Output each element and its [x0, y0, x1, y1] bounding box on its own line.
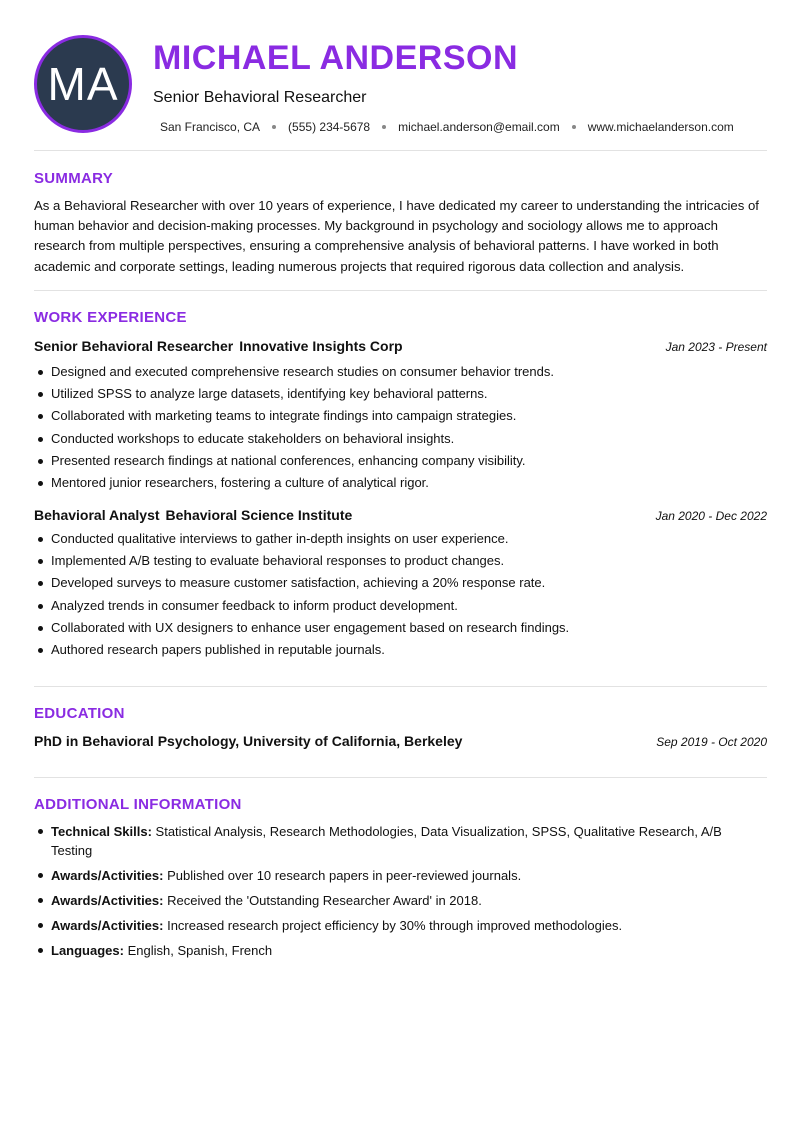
bullet-separator [382, 125, 386, 129]
summary-heading: SUMMARY [34, 170, 114, 187]
job-header [34, 507, 767, 523]
info-label: Technical Skills: [51, 824, 152, 839]
list-item: Utilized SPSS to analyze large datasets, identifying key behavioral patterns. [34, 383, 767, 405]
list-item: Conducted workshops to educate stakeholders on behavioral insights. [34, 428, 767, 450]
list-item [34, 916, 754, 935]
job-title-line [34, 338, 403, 354]
contact-location: San Francisco, CA [160, 120, 261, 134]
additional-info-heading: ADDITIONAL INFORMATION [34, 796, 242, 813]
info-text: Published over 10 research papers in peer-reviewed journals. [167, 868, 522, 883]
section-divider [34, 150, 767, 151]
list-item: Designed and executed comprehensive research studies on consumer behavior trends. [34, 361, 767, 383]
contact-website[interactable]: www.michaelanderson.com [587, 120, 734, 134]
contact-line [160, 120, 734, 134]
info-text: English, Spanish, French [127, 943, 273, 958]
job-title: Behavioral Analyst [34, 507, 160, 523]
info-text: Increased research project efficiency by 30% through improved methodologies. [167, 918, 623, 933]
section-divider [34, 777, 767, 778]
work-experience-heading: WORK EXPERIENCE [34, 309, 187, 326]
list-item [34, 822, 754, 860]
contact-email[interactable]: michael.anderson@email.com [398, 120, 560, 134]
info-label: Awards/Activities: [51, 868, 164, 883]
job-bullets [34, 528, 767, 661]
job-company: Behavioral Science Institute [165, 507, 353, 523]
section-divider [34, 290, 767, 291]
education-degree: PhD in Behavioral Psychology, University of California, Berkeley [34, 733, 463, 749]
list-item: Mentored junior researchers, fostering a culture of analytical rigor. [34, 472, 767, 494]
info-label: Awards/Activities: [51, 893, 164, 908]
job-title-line [34, 507, 352, 523]
job-bullets [34, 361, 767, 494]
avatar-initials: MA [47, 58, 119, 110]
list-item: Collaborated with marketing teams to integrate findings into campaign strategies. [34, 405, 767, 427]
list-item [34, 866, 754, 885]
additional-info-list [34, 822, 754, 966]
list-item [34, 941, 754, 960]
job-dates: Jan 2023 - Present [665, 340, 767, 354]
list-item: Implemented A/B testing to evaluate behavioral responses to product changes. [34, 550, 767, 572]
info-label: Awards/Activities: [51, 918, 164, 933]
section-divider [34, 686, 767, 687]
candidate-title: Senior Behavioral Researcher [153, 89, 367, 106]
info-text: Received the 'Outstanding Researcher Award' in 2018. [167, 893, 482, 908]
summary-text: As a Behavioral Researcher with over 10 years of experience, I have dedicated my career to understanding the intricacies of human behavior and decision-making processes. My background in psychology and sociology allows me to approach research from multiple perspectives, ensuring a comprehensive analysis of behavioral patterns. I have worked in both academic and corporate settings, leading numerous projects that required rigorous data collection and analysis. [34, 198, 759, 274]
list-item: Authored research papers published in reputable journals. [34, 639, 767, 661]
job-title: Senior Behavioral Researcher [34, 338, 234, 354]
education-dates: Sep 2019 - Oct 2020 [656, 735, 767, 749]
job-dates: Jan 2020 - Dec 2022 [655, 509, 767, 523]
avatar [34, 35, 132, 133]
info-text: Statistical Analysis, Research Methodologies, Data Visualization, SPSS, Qualitative Research, A/B Testing [51, 824, 722, 858]
list-item: Presented research findings at national conferences, enhancing company visibility. [34, 450, 767, 472]
job-header [34, 338, 767, 354]
bullet-separator [272, 125, 276, 129]
contact-phone[interactable]: (555) 234-5678 [288, 120, 371, 134]
info-label: Languages: [51, 943, 124, 958]
list-item: Conducted qualitative interviews to gather in-depth insights on user experience. [34, 528, 767, 550]
list-item [34, 891, 754, 910]
education-heading: EDUCATION [34, 705, 125, 722]
candidate-name: MICHAEL ANDERSON [153, 39, 519, 77]
bullet-separator [572, 125, 576, 129]
list-item: Developed surveys to measure customer satisfaction, achieving a 20% response rate. [34, 572, 767, 594]
list-item: Collaborated with UX designers to enhance user engagement based on research findings. [34, 617, 767, 639]
list-item: Analyzed trends in consumer feedback to inform product development. [34, 595, 767, 617]
job-company: Innovative Insights Corp [239, 338, 403, 354]
education-entry [34, 733, 767, 749]
